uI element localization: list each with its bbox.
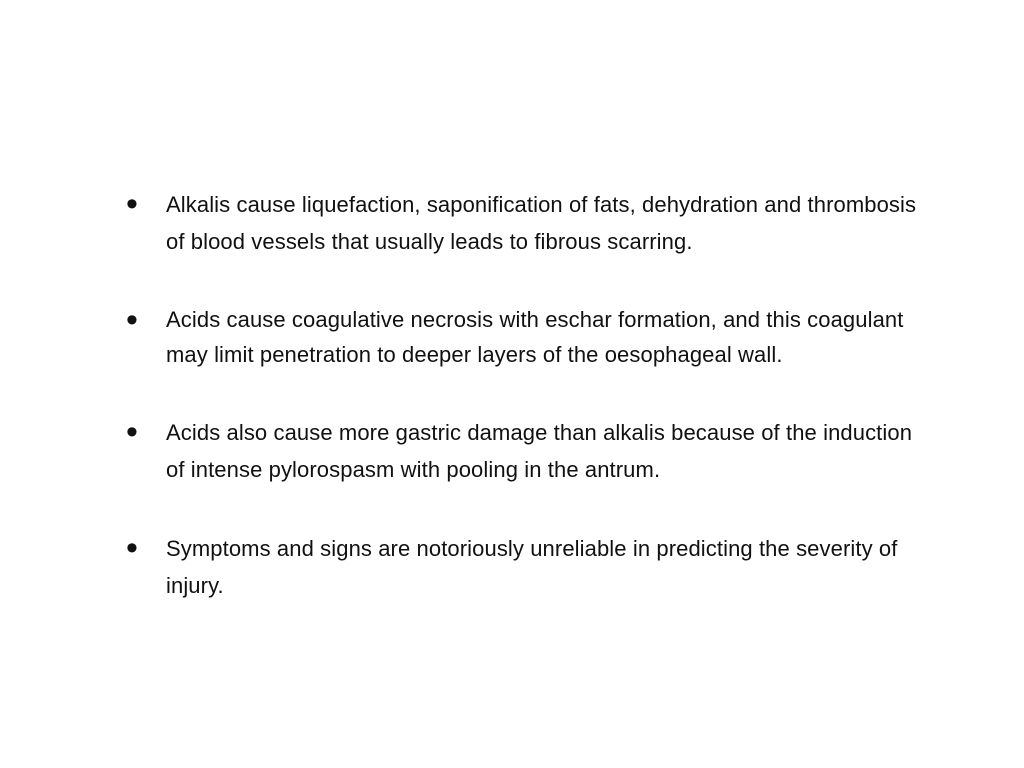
bullet-dot: • bbox=[126, 185, 139, 223]
bullet-dot: • bbox=[126, 413, 139, 451]
bullet-item-symptoms bbox=[126, 530, 926, 604]
bullet-text: Acids also cause more gastric damage than alkalis because of the induction of intense pylorospasm with pooling in the antrum. bbox=[166, 420, 913, 482]
bullet-item-alkalis bbox=[126, 186, 926, 260]
bullet-text: Symptoms and signs are notoriously unreliable in predicting the severity of injury. bbox=[166, 536, 898, 598]
bullet-list bbox=[126, 186, 926, 604]
bullet-dot: • bbox=[126, 529, 139, 567]
bullet-text: Acids cause coagulative necrosis with eschar formation, and this coagulant may limit penetration to deeper layers of the oesophageal wall. bbox=[166, 307, 904, 367]
bullet-text: Alkalis cause liquefaction, saponification of fats, dehydration and thrombosis of blood vessels that usually leads to fibrous scarring. bbox=[166, 192, 917, 254]
bullet-item-acids-necrosis bbox=[126, 302, 926, 372]
bullet-dot: • bbox=[126, 301, 139, 339]
bullet-item-acids-gastric bbox=[126, 414, 926, 488]
